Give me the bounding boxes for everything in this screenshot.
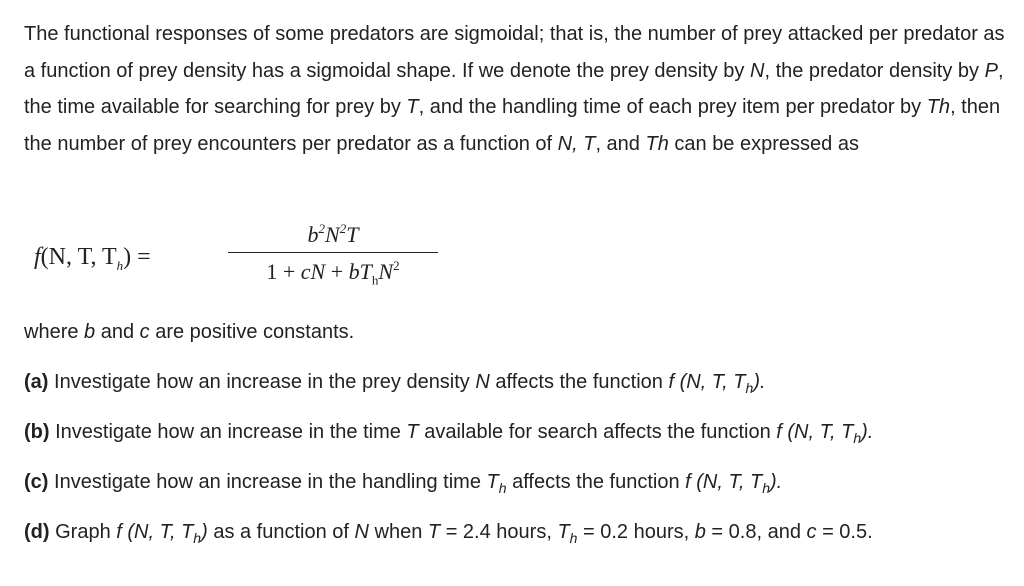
question-d-var-c: c xyxy=(806,521,817,543)
question-b-fn: f (N, T, T xyxy=(776,421,854,443)
intro-paragraph xyxy=(24,16,1014,162)
intro-text-3: , the time available for searching for prey by xyxy=(24,59,1004,118)
question-a-text-2: affects the function xyxy=(489,371,669,393)
question-d-label: (d) xyxy=(24,521,50,543)
question-c-text-1: Investigate how an increase in the handling time xyxy=(48,471,487,493)
formula-lhs xyxy=(34,244,151,274)
question-d-text-1: Graph xyxy=(49,521,117,543)
question-a xyxy=(24,364,1014,414)
intro-text-2: , the predator density by xyxy=(764,59,985,82)
question-d-var-b: b xyxy=(694,521,706,543)
question-c-text-2: affects the function xyxy=(506,471,686,493)
question-c-label: (c) xyxy=(24,471,49,493)
formula-denominator xyxy=(228,255,438,289)
den-cN: cN xyxy=(300,259,326,284)
intro-text-4: , and the handling time of each prey item per predator by xyxy=(418,96,927,118)
question-b xyxy=(24,414,1014,464)
intro-text-1: The functional responses of some predators are sigmoidal; that is, the number of prey attacked per predator as a function of prey density has a sigmoidal shape. If we denote the prey density by xyxy=(24,23,1005,82)
question-a-text-1: Investigate how an increase in the prey density xyxy=(48,371,476,393)
question-b-text-2: available for search affects the function xyxy=(418,421,777,443)
question-c xyxy=(24,464,1014,514)
question-b-text-1: Investigate how an increase in the time xyxy=(49,421,407,443)
formula-equals: = xyxy=(131,244,151,270)
var-T: T xyxy=(406,96,419,118)
questions-block xyxy=(24,314,1014,564)
question-a-end: ). xyxy=(753,371,766,393)
question-d-var-Th-sub: h xyxy=(569,530,578,546)
question-a-fn: f (N, T, T xyxy=(668,371,746,393)
den-bT: bT xyxy=(348,259,372,284)
question-d-text-5: = 0.2 hours, xyxy=(577,521,695,543)
num-b: b xyxy=(307,222,319,247)
constants-text-2: and xyxy=(95,321,140,343)
intro-text-7: can be expressed as xyxy=(668,132,859,155)
den-plus: + xyxy=(325,259,349,284)
question-c-var-sub: h xyxy=(498,480,507,496)
question-b-var: T xyxy=(406,421,419,443)
var-N: N xyxy=(750,59,765,82)
question-b-label: (b) xyxy=(24,421,50,443)
var-P: P xyxy=(984,59,998,82)
const-b: b xyxy=(84,321,96,343)
question-c-fn: f (N, T, T xyxy=(685,471,763,493)
question-d-var-N: N xyxy=(354,521,369,543)
functional-response-formula xyxy=(34,218,454,298)
intro-text-6: , and xyxy=(595,132,646,155)
question-d-text-3: when xyxy=(368,521,428,543)
question-a-var: N xyxy=(475,371,490,393)
question-d-var-Th: T xyxy=(557,521,570,543)
den-bT-sub: h xyxy=(371,272,379,288)
den-N: N xyxy=(378,259,394,284)
constants-text-3: are positive constants. xyxy=(149,321,355,343)
question-c-var: T xyxy=(486,471,499,493)
constants-line xyxy=(24,314,1014,364)
constants-text-1: where xyxy=(24,321,85,343)
var-Th-2: Th xyxy=(645,132,669,155)
formula-f: f xyxy=(34,244,41,270)
question-d xyxy=(24,514,1014,564)
formula-numerator xyxy=(228,218,438,252)
num-N: N xyxy=(325,222,340,247)
num-T: T xyxy=(346,222,359,247)
question-d-fn-sub: h xyxy=(193,530,202,546)
var-Th: Th xyxy=(926,96,951,118)
den-N-exp: 2 xyxy=(393,258,400,273)
question-d-text-7: = 0.5. xyxy=(816,521,873,543)
formula-args: (N, T, T xyxy=(40,244,117,270)
question-b-end: ). xyxy=(861,421,874,443)
formula-args-sub: h xyxy=(116,257,124,273)
question-d-fn-end: ) xyxy=(201,521,208,543)
question-d-fn: f (N, T, T xyxy=(116,521,194,543)
question-c-fn-sub: h xyxy=(762,480,770,496)
question-b-fn-sub: h xyxy=(853,430,862,446)
num-b-exp: 2 xyxy=(318,221,326,236)
const-c: c xyxy=(139,321,150,343)
question-d-text-6: = 0.8, and xyxy=(705,521,807,543)
question-c-end: ). xyxy=(770,471,783,493)
num-N-exp: 2 xyxy=(339,221,347,236)
question-d-text-2: as a function of xyxy=(207,521,355,543)
formula-close: ) xyxy=(123,244,132,270)
var-N-T: N, T xyxy=(557,132,596,155)
question-a-label: (a) xyxy=(24,371,49,393)
fraction-bar xyxy=(228,252,438,253)
question-d-text-4: = 2.4 hours, xyxy=(440,521,558,543)
den-one: 1 + xyxy=(266,259,301,284)
question-a-fn-sub: h xyxy=(745,380,754,396)
question-d-var-T: T xyxy=(427,521,441,543)
formula-fraction xyxy=(228,218,438,289)
intro-text-5: , then the number of prey encounters per predator as a function of xyxy=(24,96,1001,155)
